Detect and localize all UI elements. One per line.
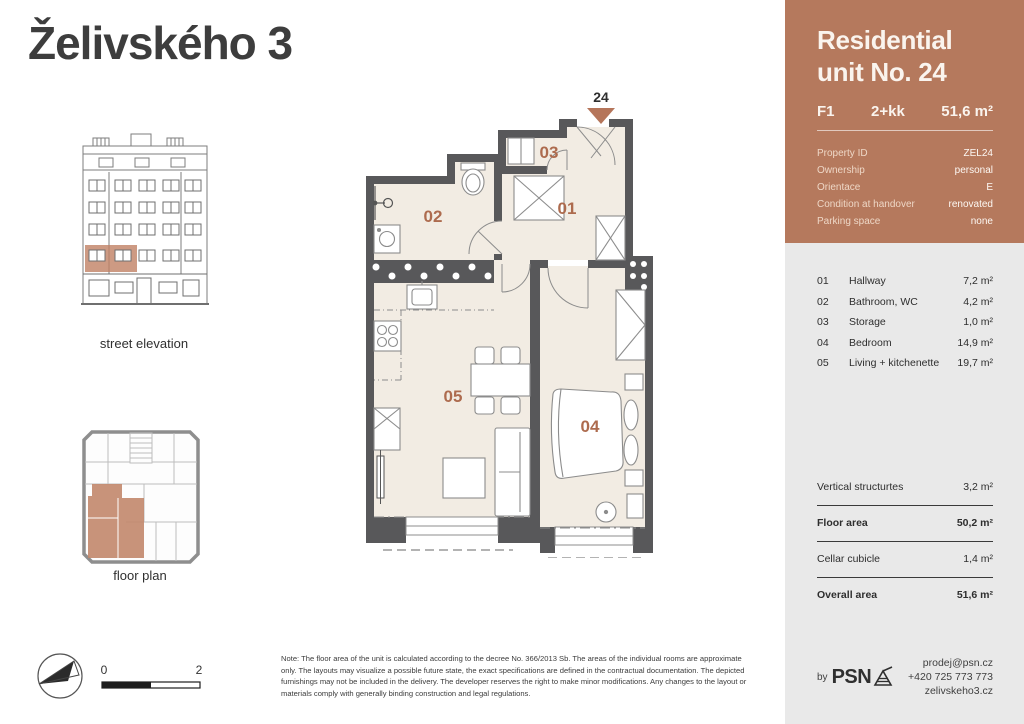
- room-row: [817, 292, 993, 313]
- summary-label: Overall area: [817, 589, 878, 601]
- property-label: Orientace: [817, 182, 861, 193]
- scale-bar: [98, 662, 208, 703]
- property-row: [817, 179, 993, 196]
- room-area: 14,9 m²: [957, 336, 993, 349]
- unit-title-line2: unit No. 24: [817, 57, 947, 87]
- summary-label: Vertical structurtes: [817, 481, 904, 493]
- scale-end-label: 2: [195, 663, 203, 677]
- toilet-icon: [461, 163, 485, 195]
- property-label: Parking space: [817, 216, 881, 227]
- summary-row: [817, 578, 993, 613]
- property-value: none: [970, 216, 993, 227]
- room-area: 19,7 m²: [957, 357, 993, 369]
- brand-by-label: by: [817, 671, 828, 683]
- summary-label: Floor area: [817, 517, 868, 529]
- summary-label: Cellar cubicle: [817, 553, 881, 565]
- stool-icon: [596, 502, 616, 522]
- unit-number-marker: 24: [593, 89, 609, 105]
- property-label: Condition at handover: [817, 199, 915, 210]
- room-label-04: 04: [580, 417, 600, 436]
- room-area: 1,0 m²: [963, 316, 993, 328]
- property-value: personal: [954, 165, 993, 176]
- contact-email: prodej@psn.cz: [922, 657, 993, 669]
- property-row: [817, 213, 993, 230]
- contact-website: zelivskeho3.cz: [924, 685, 993, 697]
- room-row: [817, 271, 993, 292]
- street-elevation-icon: [75, 132, 215, 332]
- sidebar-footer: [817, 656, 993, 698]
- bedroom-wardrobe-icon: [616, 290, 645, 360]
- room-name: Bathroom, WC: [849, 295, 918, 308]
- contact-phone: +420 725 773 773: [908, 671, 993, 683]
- unit-meta-row: [817, 103, 993, 120]
- property-row: [817, 145, 993, 162]
- street-elevation-label: street elevation: [99, 336, 189, 351]
- compass-icon: [26, 648, 92, 708]
- property-list: [817, 145, 993, 230]
- unit-title: [817, 24, 993, 88]
- main-floorplan: [363, 88, 658, 563]
- header-divider: [817, 130, 993, 131]
- street-elevation-drawing: [75, 132, 215, 337]
- room-area: 4,2 m²: [963, 295, 993, 308]
- summary-value: 51,6 m²: [956, 589, 993, 601]
- room-name: Storage: [849, 316, 886, 328]
- page-title: Želivského 3: [28, 17, 293, 69]
- room-label-05: 05: [443, 387, 463, 406]
- room-label-02: 02: [423, 207, 443, 226]
- room-table: [817, 271, 993, 374]
- unit-total-area: 51,6 m²: [941, 103, 993, 120]
- coffee-table-icon: [443, 458, 485, 498]
- unit-title-line1: Residential: [817, 25, 953, 55]
- room-row: [817, 353, 993, 374]
- room-label-03: 03: [539, 143, 559, 162]
- contact-block: [908, 656, 993, 698]
- property-label: Property ID: [817, 148, 868, 159]
- washing-machine-icon: [374, 225, 400, 253]
- info-sidebar: [785, 0, 1024, 724]
- property-row: [817, 162, 993, 179]
- unit-disposition: 2+kk: [871, 103, 905, 120]
- unit-header: [785, 0, 1024, 243]
- property-value: renovated: [948, 199, 993, 210]
- cabinet-icon: [374, 408, 400, 450]
- north-arrow: [26, 648, 92, 713]
- legal-note: Note: The floor area of the unit is calculated according to the decree No. 366/2013 Sb. The areas of the individual rooms are approximate only. The layouts may visualize a possible future state, the exact specifications are defined in the contractual documentation. The depicted furnishings may not be included in the delivery. The developer reserves the right to make minor modifications. Any changes to the layout or materials comply with generally binding construction and legal regulations.: [281, 654, 747, 698]
- storage-shelf-icon: [508, 138, 534, 164]
- summary-value: 1,4 m²: [963, 553, 993, 565]
- area-summary: [817, 470, 993, 613]
- property-value: E: [986, 182, 993, 193]
- room-number: 05: [817, 357, 829, 369]
- room-number: 02: [817, 295, 829, 308]
- room-number: 04: [817, 336, 829, 349]
- room-name: Bedroom: [849, 336, 892, 349]
- developer-brand: [817, 666, 894, 689]
- floorplan-thumbnail: [78, 426, 204, 573]
- room-number: 03: [817, 316, 829, 328]
- unit-layout-code: F1: [817, 103, 835, 120]
- room-row: [817, 312, 993, 333]
- room-row: [817, 333, 993, 354]
- room-area: 7,2 m²: [963, 275, 993, 287]
- brand-name: PSN: [831, 665, 872, 688]
- summary-value: 3,2 m²: [963, 481, 993, 493]
- scale-start-label: 0: [100, 663, 108, 677]
- room-name: Hallway: [849, 275, 886, 287]
- property-row: [817, 196, 993, 213]
- property-value: ZEL24: [963, 148, 993, 159]
- property-label: Ownership: [817, 165, 865, 176]
- room-number: 01: [817, 275, 829, 287]
- summary-row: [817, 506, 993, 542]
- floorplan-thumb-label: floor plan: [113, 568, 167, 583]
- summary-value: 50,2 m²: [956, 517, 993, 529]
- radiator-icon: [377, 450, 384, 504]
- summary-row: [817, 470, 993, 506]
- room-label-01: 01: [557, 199, 577, 218]
- sofa-icon: [495, 428, 530, 516]
- summary-row: [817, 542, 993, 578]
- floorplan-thumb-icon: [78, 426, 204, 568]
- psn-logo-icon: [872, 666, 894, 688]
- room-name: Living + kitchenette: [849, 357, 940, 369]
